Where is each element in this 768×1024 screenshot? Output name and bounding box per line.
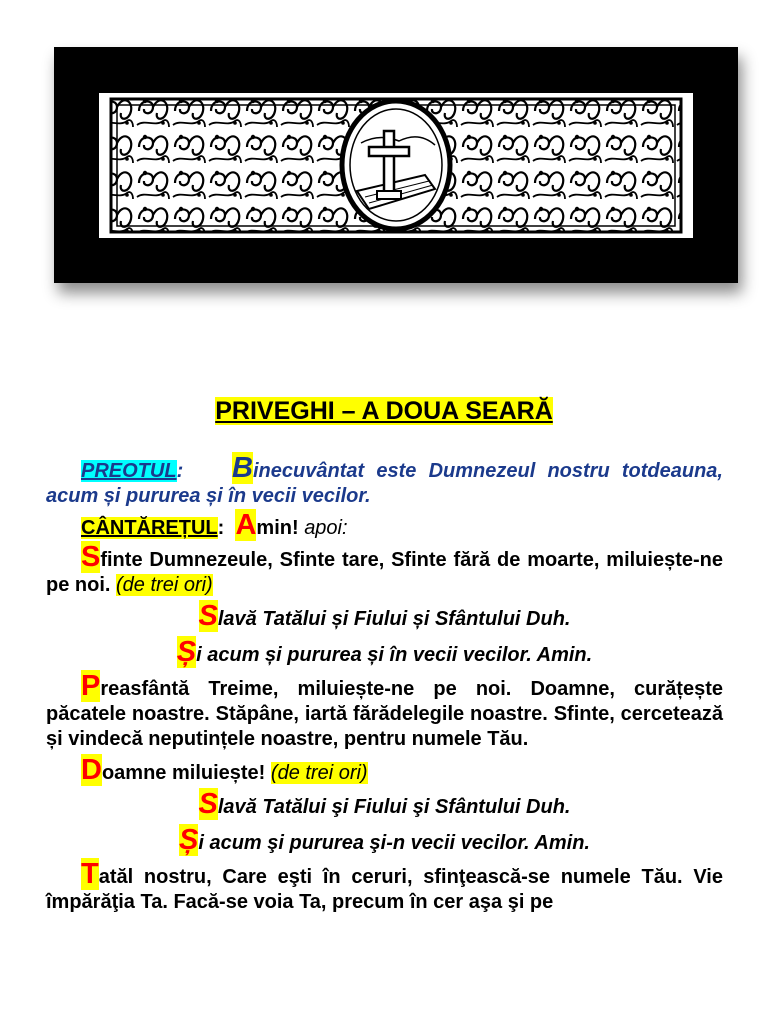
speaker-label: CÂNTĂREȚUL: [81, 517, 218, 539]
drop-cap: A: [235, 509, 257, 541]
document-body: [46, 452, 723, 915]
drop-cap: B: [232, 452, 253, 484]
paragraph-doamne: Doamne miluiește! (de trei ori): [81, 754, 368, 786]
rubric-note: (de trei ori): [270, 762, 368, 784]
paragraph-tatal-nostru: Tatăl nostru, Care eşti în ceruri, sfinţească-se numele Tău. Vie împărăţia Ta. Facă-se voia Ta, precum în cer aşa şi pe: [46, 858, 723, 913]
ornament-cross-icon: [99, 93, 693, 238]
drop-cap: Ș: [176, 636, 197, 668]
drop-cap: Ș: [179, 824, 199, 856]
rubric-note: apoi:: [304, 517, 348, 539]
ornament-frame: [99, 93, 693, 238]
paragraph-sfinte: Sfinte Dumnezeule, Sfinte tare, Sfinte fără de moarte, miluiește-ne pe noi. (de trei ori): [46, 541, 723, 596]
page-title: PRIVEGHI – A DOUA SEARĂ: [215, 397, 553, 425]
drop-cap: T: [81, 858, 99, 890]
drop-cap: P: [81, 670, 101, 702]
drop-cap: S: [198, 788, 218, 820]
paragraph-si-acum-2: Și acum şi pururea şi-n vecii vecilor. Amin.: [179, 824, 590, 856]
paragraph-cantaretul: CÂNTĂREȚUL: Amin! apoi:: [81, 509, 348, 541]
paragraph-slava-2: Slavă Tatălui şi Fiului şi Sfântului Duh.: [198, 788, 571, 820]
drop-cap: D: [81, 754, 102, 786]
rubric-note: (de trei ori): [116, 574, 213, 596]
drop-cap: S: [81, 541, 101, 573]
paragraph-preasfanta: Preasfântă Treime, miluiește-ne pe noi. Doamne, curățește păcatele noastre. Stăpâne, iartă fărădelegile noastre. Sfinte, cercetează și vindecă neputințele noastre, pentru numele Tău.: [46, 670, 723, 750]
speaker-label: PREOTUL: [81, 460, 177, 482]
drop-cap: S: [198, 600, 218, 632]
paragraph-slava-1: Slavă Tatălui și Fiului și Sfântului Duh.: [198, 600, 571, 632]
paragraph-si-acum-1: Și acum și pururea și în vecii vecilor. Amin.: [176, 636, 593, 668]
header-banner: [54, 47, 738, 283]
paragraph-preotul: PREOTUL: Binecuvântat este Dumnezeul nostru totdeauna, acum și pururea și în vecii vecilor.: [46, 452, 723, 507]
